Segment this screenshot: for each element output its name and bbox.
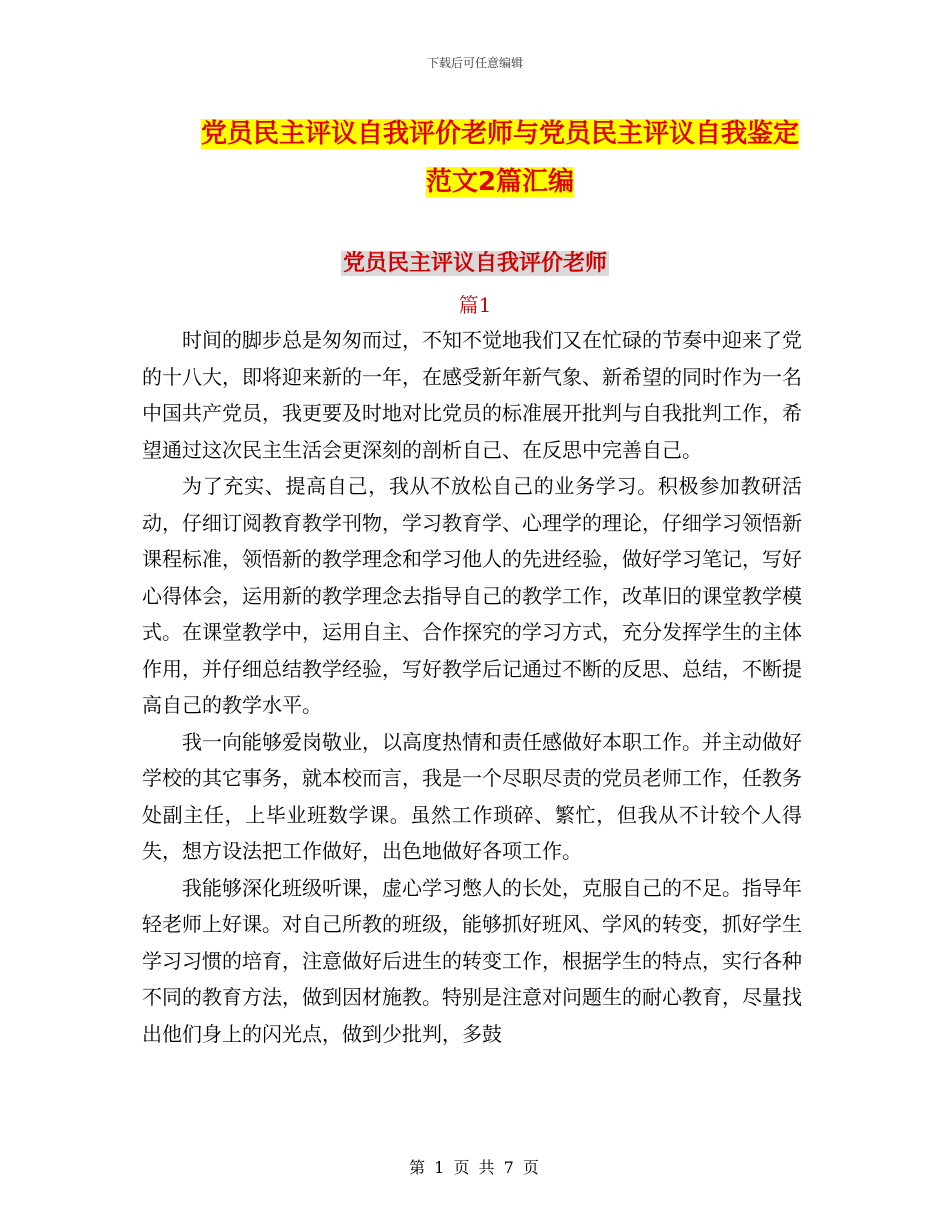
title-line-1: 党员民主评议自我评价老师与党员民主评议自我鉴定 <box>200 119 799 149</box>
body-text <box>142 322 802 1052</box>
paragraph: 我能够深化班级听课，虚心学习憋人的长处，克服自己的不足。指导年轻老师上好课。对自己所教的班级，能够抓好班风、学风的转变，抓好学生学习习惯的培育，注意做好后进生的转变工作，根据学生的特点，实行各种不同的教育方法，做到因材施教。特别是注意对问题生的耐心教育，尽量找出他们身上的闪光点，做到少批判，多鼓 <box>142 875 802 1046</box>
section-title-text: 党员民主评议自我评价老师 <box>342 251 607 276</box>
paragraph: 时间的脚步总是匆匆而过，不知不觉地我们又在忙碌的节奏中迎来了党的十八大，即将迎来新的一年，在感受新年新气象、新希望的同时作为一名中国共产党员，我更要及时地对比党员的标准展开批判与自我批判工作，希望通过这次民主生活会更深刻的剖析自己、在反思中完善自己。 <box>142 328 802 462</box>
section-subtitle: 篇1 <box>458 293 492 317</box>
header-note: 下载后可任意编辑 <box>426 56 523 70</box>
paragraph: 为了充实、提高自己，我从不放松自己的业务学习。积极参加教研活动，仔细订阅教育教学刊物，学习教育学、心理学的理论，仔细学习领悟新课程标准，领悟新的教学理念和学习他人的先进经验，做好学习笔记，写好心得体会，运用新的教学理念去指导自己的教学工作，改革旧的课堂教学模式。在课堂教学中，运用自主、合作探究的学习方式，充分发挥学生的主体作用，并仔细总结教学经验，写好教学后记通过不断的反思、总结，不断提高自己的教学水平。 <box>142 474 802 717</box>
page-footer: 第 1 页 共 7 页 <box>409 1158 541 1177</box>
paragraph: 我一向能够爱岗敬业，以高度热情和责任感做好本职工作。并主动做好学校的其它事务，就本校而言，我是一个尽职尽责的党员老师工作，任教务处副主任，上毕业班数学课。虽然工作琐碎、繁忙，但我从不计较个人得失，想方设法把工作做好，出色地做好各项工作。 <box>142 729 802 863</box>
section-title <box>0 246 950 277</box>
document-title <box>140 110 860 206</box>
title-line-2: 范文2篇汇编 <box>425 167 575 197</box>
